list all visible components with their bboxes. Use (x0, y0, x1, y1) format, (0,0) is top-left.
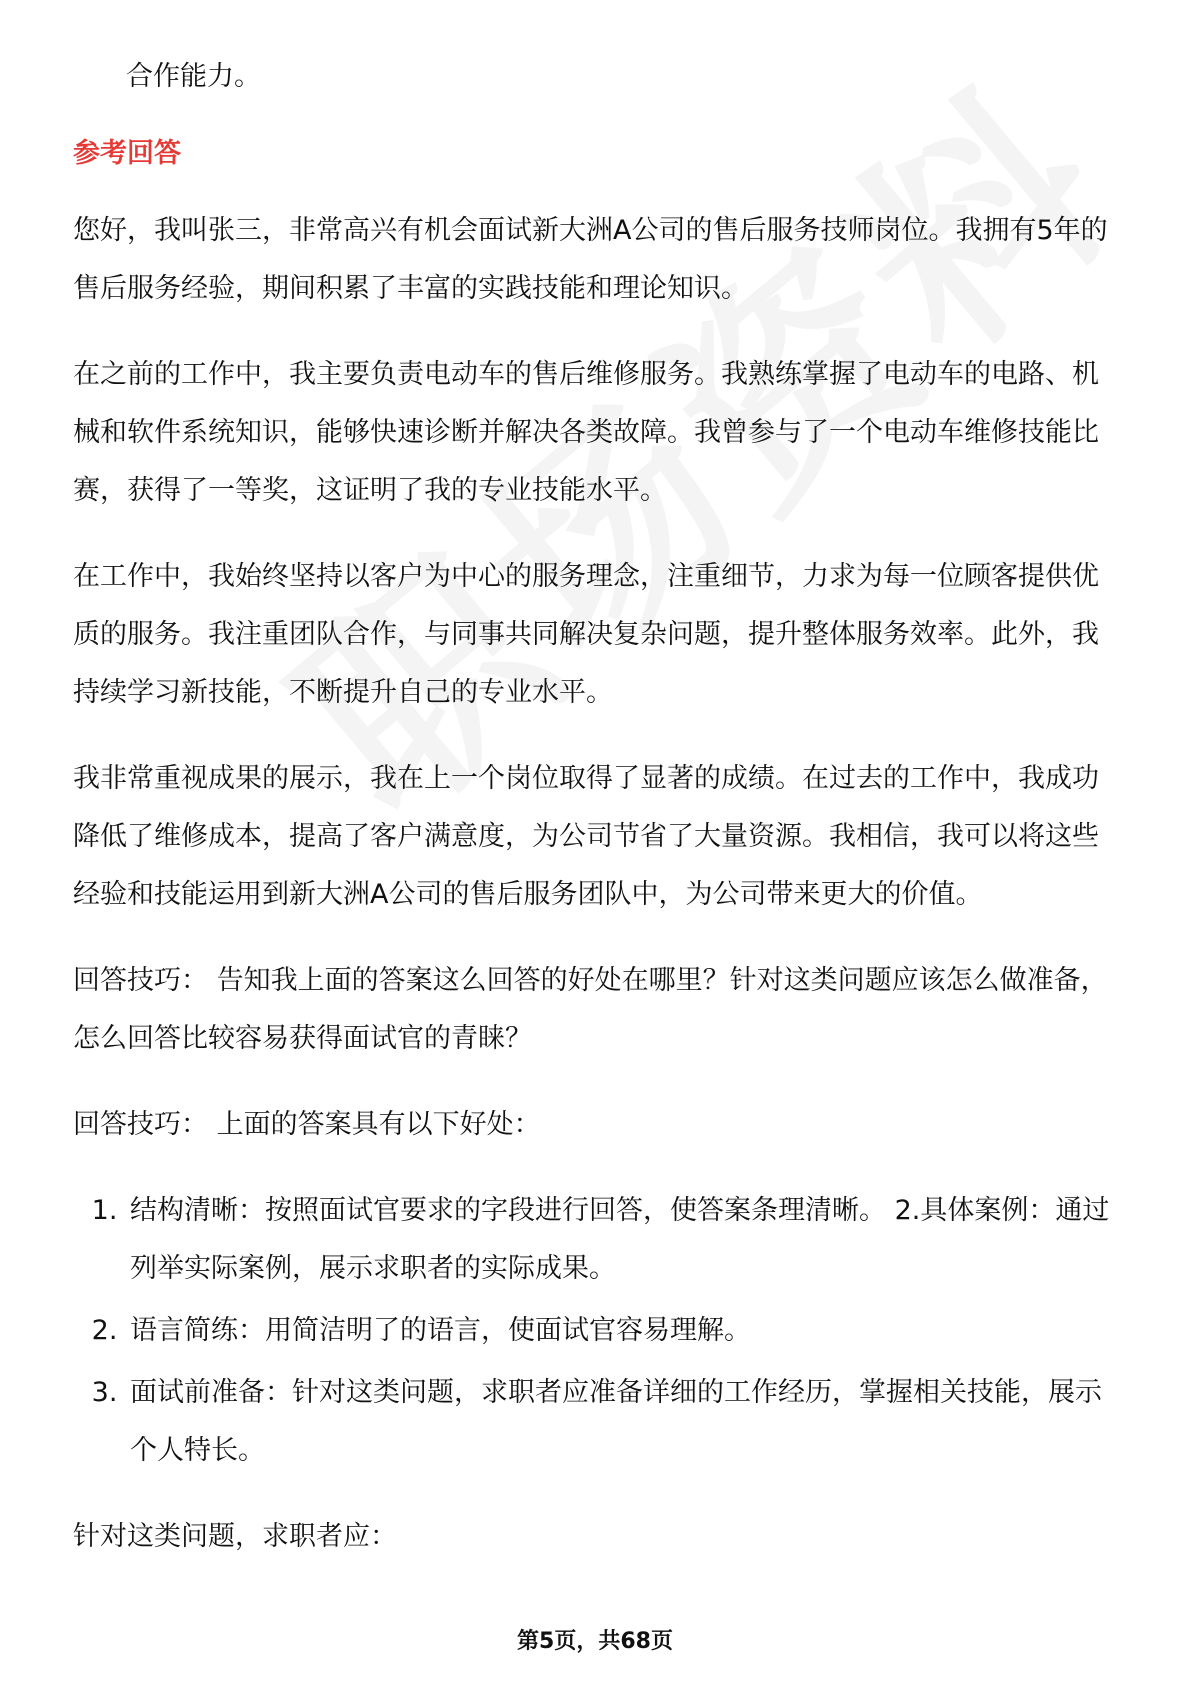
benefits-list (73, 1182, 1123, 1480)
page-number-footer: 第5页，共68页 (517, 1629, 673, 1654)
list-item: 2. 语言简练：用简洁明了的语言，使面试官容易理解。 (126, 1302, 1123, 1360)
list-item: 1. 结构清晰：按照面试官要求的字段进行回答，使答案条理清晰。 2.具体案例：通过列举实际案例，展示求职者的实际成果。 (126, 1182, 1123, 1298)
list-item: 3. 面试前准备：针对这类问题，求职者应准备详细的工作经历，掌握相关技能，展示个人特长。 (126, 1364, 1123, 1480)
paragraph-tip-question: 回答技巧： 告知我上面的答案这么回答的好处在哪里？针对这类问题应该怎么做准备，怎么回答比较容易获得面试官的青睐？ (73, 965, 1108, 1054)
section-title: 参考回答 (73, 138, 181, 169)
paragraph-tip-benefits: 回答技巧： 上面的答案具有以下好处： (73, 1109, 541, 1140)
paragraph-service: 在工作中，我始终坚持以客户为中心的服务理念，注重细节，力求为每一位顾客提供优质的服务。我注重团队合作，与同事共同解决复杂问题，提升整体服务效率。此外，我持续学习新技能，不断提升自己的专业水平。 (73, 561, 1099, 708)
paragraph-intro: 您好，我叫张三，非常高兴有机会面试新大洲A公司的售后服务技师岗位。我拥有5年的售后服务经验，期间积累了丰富的实践技能和理论知识。 (73, 215, 1108, 304)
closing-line: 针对这类问题，求职者应： (73, 1521, 397, 1552)
document-body (73, 48, 1123, 1594)
paragraph-experience: 在之前的工作中，我主要负责电动车的售后维修服务。我熟练掌握了电动车的电路、机械和软件系统知识，能够快速诊断并解决各类故障。我曾参与了一个电动车维修技能比赛，获得了一等奖，这证明了我的专业技能水平。 (73, 359, 1099, 506)
paragraph-results: 我非常重视成果的展示，我在上一个岗位取得了显著的成绩。在过去的工作中，我成功降低了维修成本，提高了客户满意度，为公司节省了大量资源。我相信，我可以将这些经验和技能运用到新大洲A公司的售后服务团队中，为公司带来更大的价值。 (73, 763, 1099, 910)
continuation-text: 合作能力。 (126, 61, 261, 92)
